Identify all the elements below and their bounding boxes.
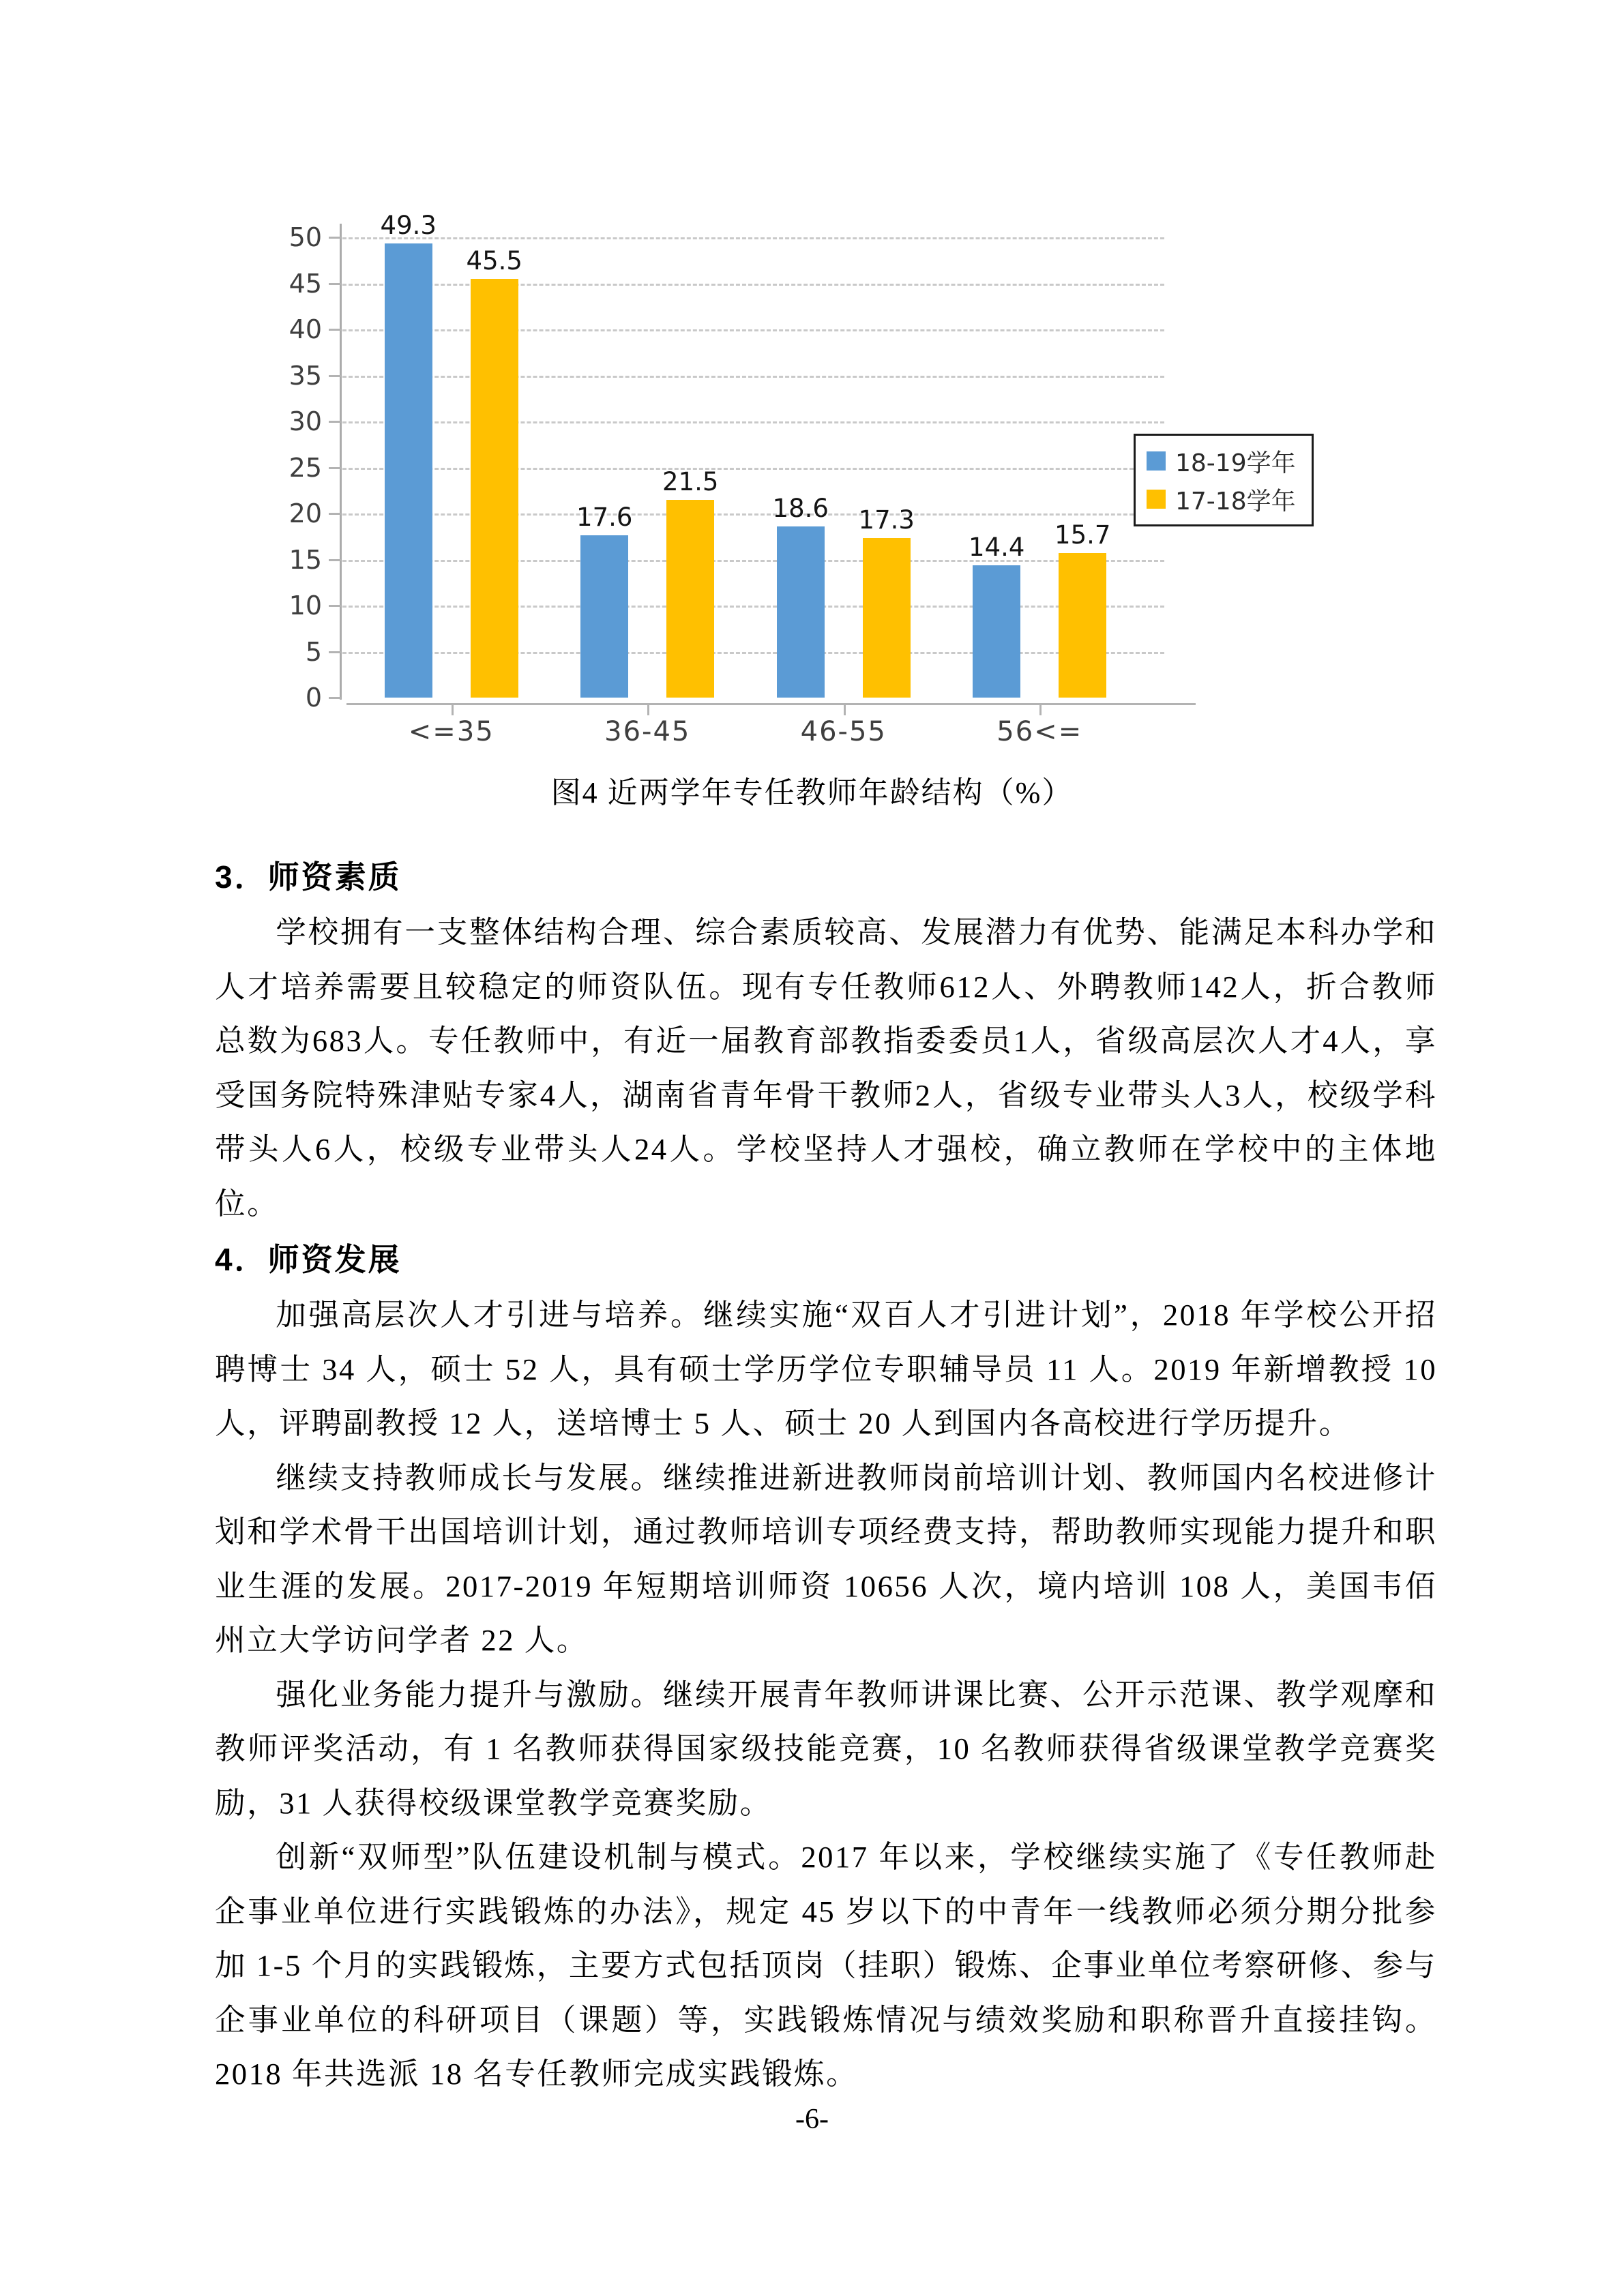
bar-value-label: 17.6 xyxy=(576,503,633,533)
y-axis-tick-label: 0 xyxy=(305,683,322,713)
y-axis-tick xyxy=(329,421,341,423)
section-heading-teacher-development: 4．师资发展 xyxy=(215,1242,402,1277)
bar-17-18学年-56<= xyxy=(1059,553,1106,698)
y-axis-tick xyxy=(329,697,341,699)
paragraph: 继续支持教师成长与发展。继续推进新进教师岗前培训计划、教师国内名校进修计划和学术骨干出国培训计划，通过教师培训专项经费支持，帮助教师实现能力提升和职业生涯的发展。2017-2019 年短期培训师资 10656 人次，境内培训 108 人，美国韦佰州立大学访问学者 22 人。 xyxy=(215,1460,1437,1657)
paragraph: 加强高层次人才引进与培养。继续实施“双百人才引进计划”，2018 年学校公开招聘博士 34 人，硕士 52 人，具有硕士学历学位专职辅导员 11 人。2019 年新增教授 10 人，评聘副教授 12 人，送培博士 5 人、硕士 20 人到国内各高校进行学历提升。 xyxy=(215,1298,1437,1440)
figure-age-structure-chart xyxy=(266,191,1371,777)
x-axis-tick xyxy=(1039,705,1042,715)
y-axis-tick-label: 45 xyxy=(289,268,322,299)
x-axis-tick xyxy=(452,705,454,715)
x-axis-category-label: 56<= xyxy=(996,716,1083,747)
gridline xyxy=(342,237,1164,239)
paragraph: 学校拥有一支整体结构合理、综合素质较高、发展潜力有优势、能满足本科办学和人才培养需要且较稳定的师资队伍。现有专任教师612人、外聘教师142人，折合教师总数为683人。专任教师中，有近一届教育部教指委委员1人，省级高层次人才4人，享受国务院特殊津贴专家4人，湖南省青年骨干教师2人，省级专业带头人3人，校级学科带头人6人，校级专业带头人24人。学校坚持人才强校，确立教师在学校中的主体地位。 xyxy=(215,915,1437,1221)
chart-legend xyxy=(1134,434,1314,526)
y-axis-tick-label: 25 xyxy=(289,452,322,483)
bar-value-label: 18.6 xyxy=(772,493,829,523)
bar-value-label: 49.3 xyxy=(380,211,437,241)
y-axis-tick-label: 30 xyxy=(289,406,322,436)
gridline xyxy=(342,284,1164,286)
legend-item-17-18 xyxy=(1147,483,1301,515)
bar-17-18学年-36-45 xyxy=(666,500,714,698)
bar-17-18学年-<=35 xyxy=(471,279,518,698)
gridline xyxy=(342,376,1164,378)
gridline xyxy=(342,606,1164,608)
y-axis-tick-label: 35 xyxy=(289,360,322,391)
x-axis-tick xyxy=(844,705,846,715)
figure-caption: 图4 近两学年专任教师年龄结构（%） xyxy=(550,776,1074,809)
y-axis-tick xyxy=(329,513,341,515)
legend-item-18-19 xyxy=(1147,445,1301,477)
x-axis-category-label: 46-55 xyxy=(800,716,887,747)
y-axis-tick-label: 40 xyxy=(289,314,322,344)
paragraph: 强化业务能力提升与激励。继续开展青年教师讲课比赛、公开示范课、教学观摩和教师评奖活动，有 1 名教师获得国家级技能竞赛，10 名教师获得省级课堂教学竞赛奖励，31 人获得校级课堂教学竞赛奖励。 xyxy=(215,1677,1437,1820)
bar-value-label: 14.4 xyxy=(969,532,1025,562)
document-body xyxy=(215,848,1437,2102)
x-axis-category-label: <=35 xyxy=(408,716,494,747)
y-axis-tick-label: 20 xyxy=(289,498,322,528)
chart-plot xyxy=(289,211,1125,747)
y-axis-tick xyxy=(329,651,341,653)
y-axis-tick xyxy=(329,605,341,607)
bar-value-label: 21.5 xyxy=(662,466,719,496)
x-axis-line xyxy=(346,703,1196,705)
y-axis-tick-label: 10 xyxy=(289,591,322,621)
x-axis-category-label: 36-45 xyxy=(604,716,691,747)
y-axis-line xyxy=(340,224,342,700)
bar-17-18学年-46-55 xyxy=(863,538,911,698)
y-axis-tick xyxy=(329,283,341,285)
legend-label: 17-18学年 xyxy=(1175,487,1296,516)
bar-18-19学年-<=35 xyxy=(385,243,432,698)
y-axis-tick-label: 5 xyxy=(305,636,322,667)
y-axis-tick xyxy=(329,375,341,377)
y-axis-tick xyxy=(329,467,341,469)
bar-18-19学年-36-45 xyxy=(580,535,628,698)
section-heading-teacher-quality: 3．师资素质 xyxy=(215,859,402,895)
bar-value-label: 15.7 xyxy=(1054,520,1111,550)
bar-18-19学年-46-55 xyxy=(777,526,825,698)
gridline xyxy=(342,329,1164,331)
bar-value-label: 17.3 xyxy=(858,505,915,535)
y-axis-tick xyxy=(329,559,341,561)
y-axis-tick xyxy=(329,329,341,331)
bar-18-19学年-56<= xyxy=(973,565,1020,698)
gridline xyxy=(342,468,1164,470)
legend-label: 18-19学年 xyxy=(1175,449,1296,477)
gridline xyxy=(342,652,1164,654)
legend-swatch-yellow xyxy=(1147,490,1166,509)
legend-swatch-blue xyxy=(1147,451,1166,471)
y-axis-tick xyxy=(329,237,341,239)
gridline xyxy=(342,421,1164,423)
y-axis-tick-label: 15 xyxy=(289,544,322,575)
y-axis-tick-label: 50 xyxy=(289,222,322,252)
x-axis-tick xyxy=(647,705,649,715)
bar-value-label: 45.5 xyxy=(466,245,522,275)
page-number: -6- xyxy=(795,2104,829,2135)
paragraph: 创新“双师型”队伍建设机制与模式。2017 年以来，学校继续实施了《专任教师赴企事业单位进行实践锻炼的办法》，规定 45 岁以下的中青年一线教师必须分期分批参加 1-5 个月的实践锻炼，主要方式包括顶岗（挂职）锻炼、企事业单位考察研修、参与企事业单位的科研项目（课题）等，实践锻炼情况与绩效奖励和职称晋升直接挂钩。2018 年共选派 18 名专任教师完成实践锻炼。 xyxy=(215,1840,1437,2091)
